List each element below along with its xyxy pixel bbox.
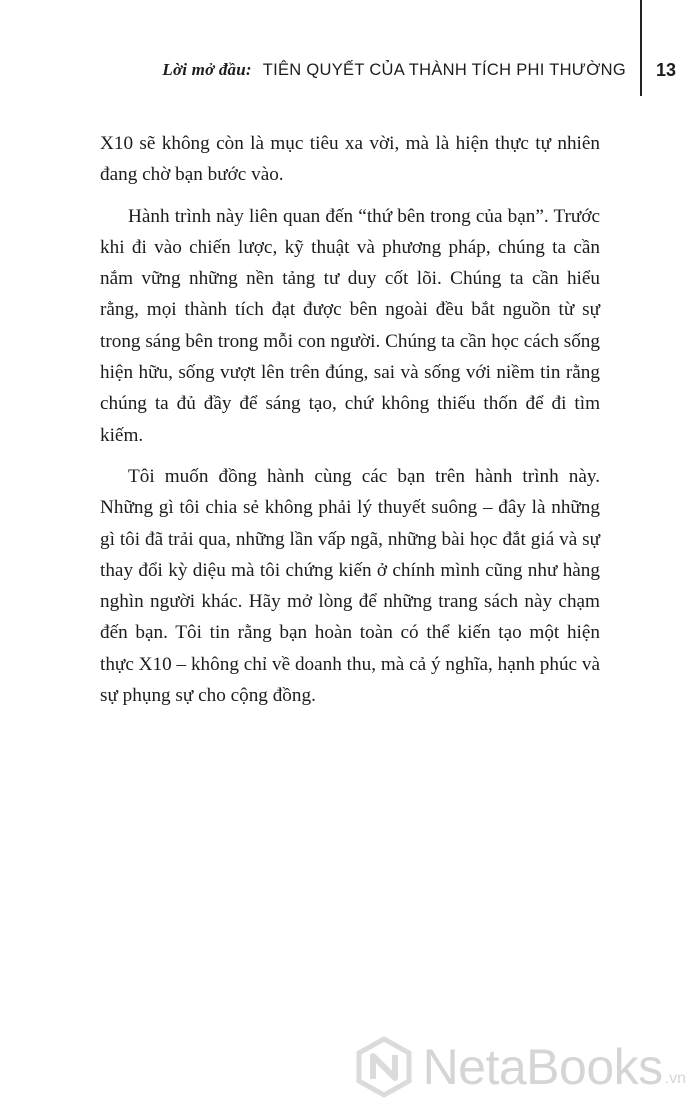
watermark-suffix: .vn <box>664 1070 686 1087</box>
paragraph-2: Hành trình này liên quan đến “thứ bên trong của bạn”. Trước khi đi vào chiến lược, kỹ thuật và phương pháp, chúng ta cần nắm vững những nền tảng tư duy cốt lõi. Chúng ta cần hiểu rằng, mọi thành tích đạt được bên ngoài đều bắt nguồn từ sự trong sáng bên trong mỗi con người. Chúng ta cần học cách sống hiện hữu, sống vượt lên trên đúng, sai và sống với niềm tin rằng chúng ta đủ đầy để sáng tạo, chứ không thiếu thốn để đi tìm kiếm. <box>100 205 600 446</box>
page-number: 13 <box>656 60 677 80</box>
watermark <box>353 1036 686 1098</box>
body-text <box>100 128 600 721</box>
watermark-text: NetaBooks <box>422 1039 663 1095</box>
running-header <box>0 0 700 110</box>
paragraph-1: X10 sẽ không còn là mục tiêu xa vời, mà là hiện thực tự nhiên đang chờ bạn bước vào. <box>100 133 600 186</box>
paragraph-3: Tôi muốn đồng hành cùng các bạn trên hành trình này. Những gì tôi chia sẻ không phải lý thuyết suông – đây là những gì tôi đã trải qua, những lần vấp ngã, những bài học đắt giá và sự thay đổi kỳ diệu mà tôi chứng kiến ở chính mình cũng như hàng nghìn người khác. Hãy mở lòng để những trang sách này chạm đến bạn. Tôi tin rằng bạn hoàn toàn có thể kiến tạo một hiện thực X10 – không chỉ về doanh thu, mà cả ý nghĩa, hạnh phúc và sự phụng sự cho cộng đồng. <box>100 465 600 707</box>
chapter-title: TIÊN QUYẾT CỦA THÀNH TÍCH PHI THƯỜNG <box>262 61 626 79</box>
netabooks-logo-icon <box>353 1036 415 1098</box>
chapter-label: Lời mở đầu: <box>162 60 252 79</box>
header-divider <box>640 0 642 96</box>
chapter-heading <box>162 60 626 80</box>
